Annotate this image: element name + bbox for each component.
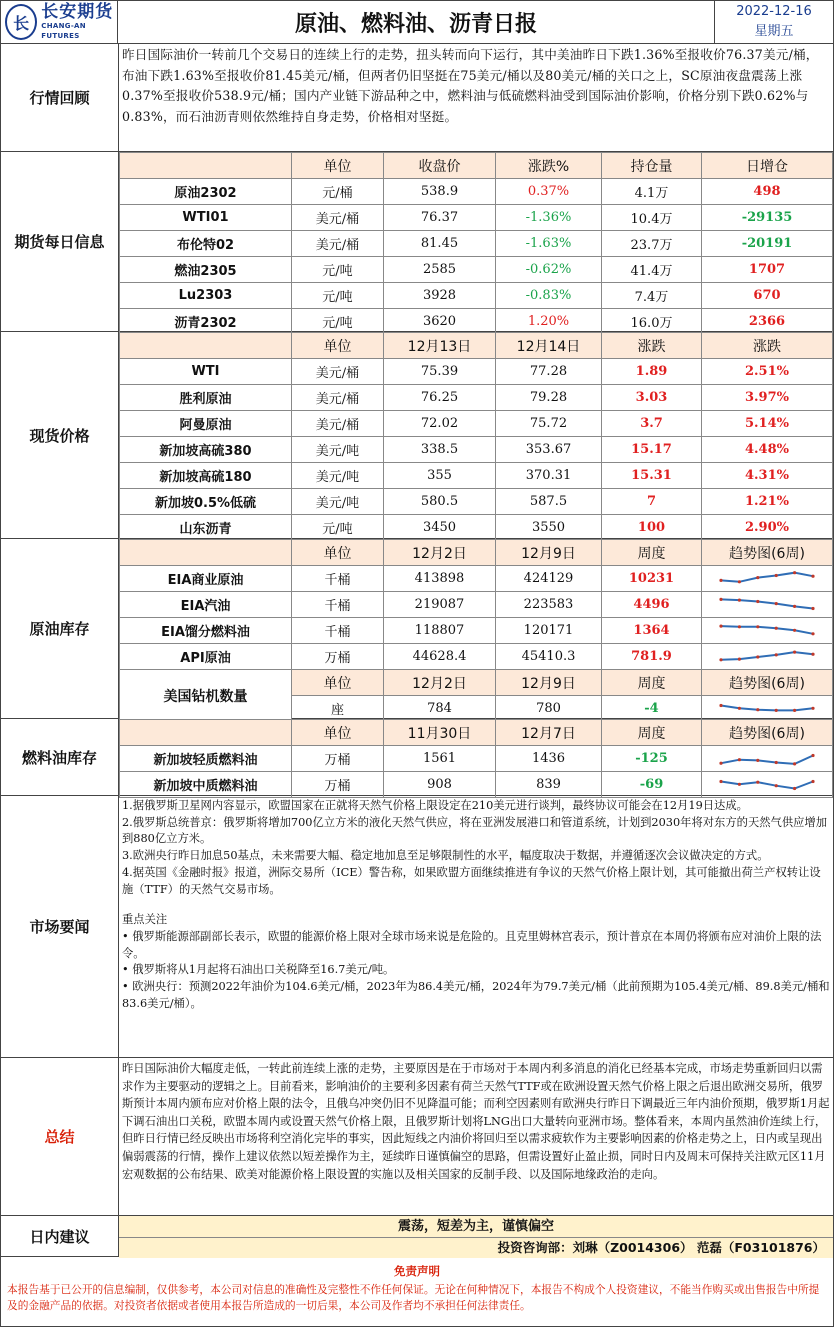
section-crude-inventory bbox=[1, 539, 833, 719]
table-header-row bbox=[120, 333, 833, 359]
trend-point bbox=[738, 598, 741, 601]
value-cell: 118807 bbox=[384, 618, 496, 644]
oi-change-cell: -29135 bbox=[702, 205, 833, 231]
row-name: 新加坡高硫380 bbox=[120, 437, 292, 463]
trend-sparkline bbox=[702, 566, 833, 592]
open-interest-cell: 10.4万 bbox=[602, 205, 702, 231]
row-name: WTI01 bbox=[120, 205, 292, 231]
header-cell: 单位 bbox=[292, 670, 384, 696]
table-row bbox=[120, 231, 833, 257]
close-cell: 3620 bbox=[384, 309, 496, 335]
section-label-review: 行情回顾 bbox=[1, 44, 119, 151]
header-cell: 趋势图(6周) bbox=[702, 720, 833, 746]
value-cell: 219087 bbox=[384, 592, 496, 618]
row-name: 新加坡高硫180 bbox=[120, 463, 292, 489]
focus-item: • 俄罗斯将从1月起将石油出口关税降至16.7美元/吨。 bbox=[122, 963, 395, 977]
header-cell: 周度 bbox=[602, 670, 702, 696]
report-title: 原油、燃料油、沥青日报 bbox=[118, 1, 715, 43]
header-cell: 涨跌 bbox=[702, 333, 833, 359]
oi-change-cell: 2366 bbox=[702, 309, 833, 335]
trend-point bbox=[756, 576, 759, 579]
logo-cn: 长安期货 bbox=[41, 2, 114, 22]
trend-point bbox=[756, 708, 759, 711]
section-label-crude-inventory: 原油库存 bbox=[1, 539, 119, 718]
trend-point bbox=[811, 632, 814, 635]
table-header-row bbox=[120, 720, 833, 746]
trend-point bbox=[793, 628, 796, 631]
trend-point bbox=[738, 580, 741, 583]
header-cell: 单位 bbox=[292, 720, 384, 746]
trend-chart bbox=[717, 596, 817, 614]
weekly-change-cell: 1364 bbox=[602, 618, 702, 644]
unit-cell: 千桶 bbox=[292, 618, 384, 644]
table-row bbox=[120, 257, 833, 283]
header-cell: 涨跌 bbox=[602, 333, 702, 359]
rig-header-row bbox=[120, 670, 833, 696]
header-cell: 趋势图(6周) bbox=[702, 670, 833, 696]
price-cell: 338.5 bbox=[384, 437, 496, 463]
trend-point bbox=[756, 625, 759, 628]
value-cell: 413898 bbox=[384, 566, 496, 592]
oi-change-cell: 1707 bbox=[702, 257, 833, 283]
trend-point bbox=[775, 573, 778, 576]
trend-point bbox=[775, 653, 778, 656]
trend-line bbox=[721, 599, 813, 608]
table-row bbox=[120, 205, 833, 231]
weekly-change-cell: -4 bbox=[602, 696, 702, 722]
trend-point bbox=[775, 760, 778, 763]
unit-cell: 元/吨 bbox=[292, 257, 384, 283]
section-fuel-inventory bbox=[1, 719, 833, 796]
trend-point bbox=[793, 650, 796, 653]
trend-line bbox=[721, 572, 813, 581]
unit-cell: 元/吨 bbox=[292, 309, 384, 335]
header-cell bbox=[120, 720, 292, 746]
unit-cell: 元/桶 bbox=[292, 179, 384, 205]
close-cell: 76.37 bbox=[384, 205, 496, 231]
section-news bbox=[1, 796, 833, 1058]
change-cell: -1.36% bbox=[496, 205, 602, 231]
change-cell: -1.63% bbox=[496, 231, 602, 257]
header-cell: 周度 bbox=[602, 540, 702, 566]
table-row bbox=[120, 309, 833, 335]
unit-cell: 千桶 bbox=[292, 592, 384, 618]
price-cell: 580.5 bbox=[384, 489, 496, 515]
row-name: 山东沥青 bbox=[120, 515, 292, 541]
rig-name: 美国钻机数量 bbox=[120, 670, 292, 722]
review-text: 昨日国际油价一转前几个交易日的连续上行的走势，扭头转而向下运行，其中美油昨日下跌1.36%至报收价76.37美元/桶，布油下跌1.63%至报收价81.45美元/桶，但两者仍旧坚挺在75美元/桶以及80美元/桶的关口之上，SC原油夜盘震荡上涨0.37%至报收价538.9元/桶；国内产业链下游品种之中，燃料油与低硫燃料油受到国际油价影响，价格分别下跌0.62%与0.83%，而石油沥青则依然维持自身走势，价格相对坚挺。 bbox=[122, 47, 819, 124]
unit-cell: 美元/吨 bbox=[292, 489, 384, 515]
value-cell: 120171 bbox=[496, 618, 602, 644]
section-label-news: 市场要闻 bbox=[1, 796, 119, 1057]
table-row bbox=[120, 359, 833, 385]
row-name: EIA汽油 bbox=[120, 592, 292, 618]
header-cell: 持仓量 bbox=[602, 153, 702, 179]
row-name: 原油2302 bbox=[120, 179, 292, 205]
header-cell bbox=[120, 153, 292, 179]
weekly-change-cell: 10231 bbox=[602, 566, 702, 592]
news-item: 3.欧洲央行昨日加息50基点，未来需要大幅、稳定地加息至足够限制性的水平，幅度取决于数据，并遵循逐次会议做决定的方式。 bbox=[122, 849, 769, 863]
pct-change-cell: 5.14% bbox=[702, 411, 833, 437]
change-cell: 0.37% bbox=[496, 179, 602, 205]
pct-change-cell: 2.90% bbox=[702, 515, 833, 541]
trend-point bbox=[775, 602, 778, 605]
header-cell: 12月7日 bbox=[496, 720, 602, 746]
logo-en: CHANG-AN FUTURES bbox=[41, 22, 86, 40]
section-label-advice: 日内建议 bbox=[1, 1216, 119, 1256]
section-label-fuel-inventory: 燃料油库存 bbox=[1, 719, 119, 795]
logo-mark: 长 bbox=[5, 4, 37, 40]
row-name: 胜利原油 bbox=[120, 385, 292, 411]
trend-line bbox=[721, 626, 813, 634]
header-cell: 单位 bbox=[292, 333, 384, 359]
unit-cell: 美元/桶 bbox=[292, 411, 384, 437]
open-interest-cell: 7.4万 bbox=[602, 283, 702, 309]
header-cell bbox=[120, 540, 292, 566]
header-cell: 周度 bbox=[602, 720, 702, 746]
table-row bbox=[120, 411, 833, 437]
close-cell: 2585 bbox=[384, 257, 496, 283]
unit-cell: 美元/桶 bbox=[292, 205, 384, 231]
trend-point bbox=[738, 758, 741, 761]
weekly-change-cell: -125 bbox=[602, 746, 702, 772]
disclaimer-title: 免责声明 bbox=[394, 1264, 440, 1278]
table-row bbox=[120, 489, 833, 515]
report-date: 2022-12-16 bbox=[736, 4, 812, 19]
value-cell: 45410.3 bbox=[496, 644, 602, 670]
trend-sparkline bbox=[702, 772, 833, 798]
unit-cell: 万桶 bbox=[292, 746, 384, 772]
trend-sparkline bbox=[702, 592, 833, 618]
row-name: 沥青2302 bbox=[120, 309, 292, 335]
section-label-summary: 总结 bbox=[1, 1058, 119, 1215]
company-logo bbox=[1, 1, 118, 43]
unit-cell: 美元/吨 bbox=[292, 437, 384, 463]
open-interest-cell: 4.1万 bbox=[602, 179, 702, 205]
header-cell: 12月13日 bbox=[384, 333, 496, 359]
trend-line bbox=[721, 652, 813, 660]
header-cell: 12月9日 bbox=[496, 670, 602, 696]
report-header bbox=[1, 1, 833, 44]
trend-point bbox=[793, 708, 796, 711]
value-cell: 780 bbox=[496, 696, 602, 722]
row-name: 阿曼原油 bbox=[120, 411, 292, 437]
trend-point bbox=[811, 779, 814, 782]
header-cell: 12月2日 bbox=[384, 670, 496, 696]
header-cell: 12月14日 bbox=[496, 333, 602, 359]
trend-point bbox=[756, 780, 759, 783]
header-cell: 单位 bbox=[292, 153, 384, 179]
trend-line bbox=[721, 755, 813, 763]
value-cell: 223583 bbox=[496, 592, 602, 618]
table-row bbox=[120, 644, 833, 670]
price-cell: 370.31 bbox=[496, 463, 602, 489]
value-cell: 1561 bbox=[384, 746, 496, 772]
table-row bbox=[120, 179, 833, 205]
table-row bbox=[120, 515, 833, 541]
trend-point bbox=[719, 624, 722, 627]
disclaimer bbox=[1, 1257, 833, 1314]
price-cell: 3450 bbox=[384, 515, 496, 541]
unit-cell: 美元/桶 bbox=[292, 359, 384, 385]
price-cell: 72.02 bbox=[384, 411, 496, 437]
section-summary bbox=[1, 1058, 833, 1216]
report-weekday: 星期五 bbox=[754, 24, 794, 39]
value-cell: 44628.4 bbox=[384, 644, 496, 670]
trend-point bbox=[719, 578, 722, 581]
close-cell: 538.9 bbox=[384, 179, 496, 205]
unit-cell: 万桶 bbox=[292, 644, 384, 670]
trend-point bbox=[756, 758, 759, 761]
price-cell: 355 bbox=[384, 463, 496, 489]
trend-point bbox=[738, 625, 741, 628]
trend-chart bbox=[717, 776, 817, 794]
price-cell: 353.67 bbox=[496, 437, 602, 463]
trend-sparkline bbox=[702, 696, 833, 722]
value-cell: 1436 bbox=[496, 746, 602, 772]
price-cell: 3550 bbox=[496, 515, 602, 541]
unit-cell: 座 bbox=[292, 696, 384, 722]
table-row bbox=[120, 437, 833, 463]
pct-change-cell: 3.97% bbox=[702, 385, 833, 411]
section-advice bbox=[1, 1216, 833, 1257]
trend-point bbox=[738, 706, 741, 709]
trend-point bbox=[775, 784, 778, 787]
close-cell: 81.45 bbox=[384, 231, 496, 257]
change-cell: 3.7 bbox=[602, 411, 702, 437]
unit-cell: 美元/桶 bbox=[292, 231, 384, 257]
news-item: 1.据俄罗斯卫星网内容显示，欧盟国家在正就将天然气价格上限设定在210美元进行谈判，最终协议可能会在12月19日达成。 bbox=[122, 799, 748, 812]
header-cell: 趋势图(6周) bbox=[702, 540, 833, 566]
trend-point bbox=[775, 626, 778, 629]
header-cell: 单位 bbox=[292, 540, 384, 566]
trend-point bbox=[738, 657, 741, 660]
news-item: 4.据英国《金融时报》报道，洲际交易所（ICE）警告称，如果欧盟方面继续推进有争议的天然气价格上限计划，其可能撤出荷兰产权转让设施（TTF）的天然气交易市场。 bbox=[122, 865, 821, 896]
report-date-box bbox=[715, 1, 833, 43]
row-name: 新加坡轻质燃料油 bbox=[120, 746, 292, 772]
unit-cell: 千桶 bbox=[292, 566, 384, 592]
header-cell: 12月9日 bbox=[496, 540, 602, 566]
table-row bbox=[120, 618, 833, 644]
unit-cell: 美元/吨 bbox=[292, 463, 384, 489]
section-spot bbox=[1, 332, 833, 539]
change-cell: 3.03 bbox=[602, 385, 702, 411]
focus-item: • 欧洲央行：预测2022年油价为104.6美元/桶，2023年为86.4美元/桶，2024年为79.7美元/桶（此前预期为105.4美元/桶、89.8美元/桶和83.6美元/桶）。 bbox=[122, 980, 830, 1010]
unit-cell: 万桶 bbox=[292, 772, 384, 798]
header-cell bbox=[120, 333, 292, 359]
trend-point bbox=[719, 658, 722, 661]
price-cell: 75.72 bbox=[496, 411, 602, 437]
trend-point bbox=[793, 571, 796, 574]
trend-point bbox=[793, 786, 796, 789]
header-cell: 涨跌% bbox=[496, 153, 602, 179]
trend-point bbox=[719, 703, 722, 706]
table-header-row bbox=[120, 540, 833, 566]
news-body bbox=[119, 796, 833, 1057]
table-header-row bbox=[120, 153, 833, 179]
table-row bbox=[120, 746, 833, 772]
value-cell: 908 bbox=[384, 772, 496, 798]
change-cell: 15.17 bbox=[602, 437, 702, 463]
table-row bbox=[120, 385, 833, 411]
table-row bbox=[120, 283, 833, 309]
trend-point bbox=[811, 706, 814, 709]
change-cell: 1.20% bbox=[496, 309, 602, 335]
pct-change-cell: 4.31% bbox=[702, 463, 833, 489]
trend-line bbox=[721, 705, 813, 710]
value-cell: 839 bbox=[496, 772, 602, 798]
row-name: EIA馏分燃料油 bbox=[120, 618, 292, 644]
unit-cell: 美元/桶 bbox=[292, 385, 384, 411]
row-name: Lu2303 bbox=[120, 283, 292, 309]
value-cell: 424129 bbox=[496, 566, 602, 592]
focus-item: • 俄罗斯能源部副部长表示，欧盟的能源价格上限对全球市场来说是危险的。且克里姆林宫表示，预计普京在本周仍将颁布应对油价上限的法令。 bbox=[122, 929, 822, 960]
row-name: WTI bbox=[120, 359, 292, 385]
open-interest-cell: 23.7万 bbox=[602, 231, 702, 257]
header-cell: 11月30日 bbox=[384, 720, 496, 746]
trend-point bbox=[793, 604, 796, 607]
change-cell: 100 bbox=[602, 515, 702, 541]
row-name: 新加坡中质燃料油 bbox=[120, 772, 292, 798]
trend-point bbox=[719, 597, 722, 600]
summary-text: 昨日国际油价大幅度走低，一转此前连续上涨的走势，主要原因是在于市场对于本周内利多消息的消化已经基本完成，市场走势重新回归以需求作为主要驱动的逻辑之上。目前看来，影响油价的主要利多因素有荷兰天然气TTF或在欧洲设置天然气价格上限之后退出欧洲交易所，俄罗斯预计本周内颁布应对价格上限的法令，且俄乌冲突仍旧不见降温可能；而利空因素则有欧洲央行昨日下调最近三年内油价预期，俄罗斯1月起下调石油出口关税，欧盟本周内或设置天然气价格上限，且俄罗斯计划将LNG出口大量转向亚洲市场。整体看来，本周内虽然油价连续上行，但昨日行情已经反映出市场将利空消化完毕的事实，因此短线之内油价将回归至以需求疲软作为主要影响因素的价格走势之上，日内或呈现出偏弱震荡的行情，操作上建议依然以短差操作为主，延续昨日谨慎偏空的思路，但需设置好止盈止损，同时日内及周末可保持关注欧元区11月宏观数据的公布结果、欧美对能源价格上限设置的实施以及相关国家的反制手段、以及国际地缘政治的走向。 bbox=[122, 1062, 830, 1181]
open-interest-cell: 16.0万 bbox=[602, 309, 702, 335]
disclaimer-text: 本报告基于已公开的信息编制，仅供参考，本公司对信息的准确性及完整性不作任何保证。无论在何种情况下，本报告不构成个人投资建议，不能当作购买或出售报告中所提及的金融产品的依据。对投资者依据或者使用本报告所造成的一切后果，本公司及作者均不承担任何法律责任。 bbox=[7, 1283, 820, 1312]
row-name: 新加坡0.5%低硫 bbox=[120, 489, 292, 515]
table-row bbox=[120, 592, 833, 618]
trend-chart bbox=[717, 700, 817, 718]
change-cell: 15.31 bbox=[602, 463, 702, 489]
trend-point bbox=[719, 761, 722, 764]
price-cell: 79.28 bbox=[496, 385, 602, 411]
change-cell: -0.83% bbox=[496, 283, 602, 309]
table-row bbox=[120, 463, 833, 489]
unit-cell: 元/吨 bbox=[292, 283, 384, 309]
focus-title: 重点关注 bbox=[122, 913, 168, 927]
weekly-change-cell: 4496 bbox=[602, 592, 702, 618]
oi-change-cell: 498 bbox=[702, 179, 833, 205]
header-cell: 12月2日 bbox=[384, 540, 496, 566]
trend-point bbox=[793, 762, 796, 765]
trend-point bbox=[738, 782, 741, 785]
trend-point bbox=[775, 708, 778, 711]
trend-chart bbox=[717, 570, 817, 588]
futures-table bbox=[119, 152, 833, 335]
table-row bbox=[120, 772, 833, 798]
section-label-spot: 现货价格 bbox=[1, 332, 119, 538]
header-cell: 日增仓 bbox=[702, 153, 833, 179]
row-name: 布伦特02 bbox=[120, 231, 292, 257]
trend-chart bbox=[717, 622, 817, 640]
section-label-futures: 期货每日信息 bbox=[1, 152, 119, 331]
weekly-change-cell: 781.9 bbox=[602, 644, 702, 670]
close-cell: 3928 bbox=[384, 283, 496, 309]
open-interest-cell: 41.4万 bbox=[602, 257, 702, 283]
trend-sparkline bbox=[702, 746, 833, 772]
trend-point bbox=[811, 606, 814, 609]
advice-line: 震荡，短差为主，谨慎偏空 bbox=[119, 1216, 833, 1238]
trend-sparkline bbox=[702, 644, 833, 670]
header-cell: 收盘价 bbox=[384, 153, 496, 179]
trend-point bbox=[756, 599, 759, 602]
trend-chart bbox=[717, 750, 817, 768]
pct-change-cell: 2.51% bbox=[702, 359, 833, 385]
news-item: 2.俄罗斯总统普京：俄罗斯将增加700亿立方米的液化天然气供应，将在亚洲发展港口和管道系统，计划到2030年将对东方的天然气供应增加到880亿立方米。 bbox=[122, 815, 828, 846]
advice-authors: 投资咨询部：刘琳（Z0014306） 范磊（F03101876） bbox=[119, 1238, 833, 1258]
price-cell: 77.28 bbox=[496, 359, 602, 385]
change-cell: 7 bbox=[602, 489, 702, 515]
section-review bbox=[1, 44, 833, 152]
oi-change-cell: -20191 bbox=[702, 231, 833, 257]
price-cell: 75.39 bbox=[384, 359, 496, 385]
price-cell: 587.5 bbox=[496, 489, 602, 515]
value-cell: 784 bbox=[384, 696, 496, 722]
spot-table bbox=[119, 332, 833, 541]
trend-line bbox=[721, 781, 813, 788]
row-name: EIA商业原油 bbox=[120, 566, 292, 592]
unit-cell: 元/吨 bbox=[292, 515, 384, 541]
trend-sparkline bbox=[702, 618, 833, 644]
row-name: 燃油2305 bbox=[120, 257, 292, 283]
row-name: API原油 bbox=[120, 644, 292, 670]
table-row bbox=[120, 566, 833, 592]
trend-point bbox=[811, 753, 814, 756]
crude-inventory-table bbox=[119, 539, 833, 722]
weekly-change-cell: -69 bbox=[602, 772, 702, 798]
section-futures bbox=[1, 152, 833, 332]
trend-chart bbox=[717, 648, 817, 666]
price-cell: 76.25 bbox=[384, 385, 496, 411]
trend-point bbox=[756, 655, 759, 658]
trend-point bbox=[811, 574, 814, 577]
pct-change-cell: 4.48% bbox=[702, 437, 833, 463]
trend-point bbox=[719, 779, 722, 782]
change-cell: 1.89 bbox=[602, 359, 702, 385]
logo-text bbox=[41, 3, 117, 41]
trend-point bbox=[811, 652, 814, 655]
change-cell: -0.62% bbox=[496, 257, 602, 283]
fuel-inventory-table bbox=[119, 719, 833, 798]
oi-change-cell: 670 bbox=[702, 283, 833, 309]
pct-change-cell: 1.21% bbox=[702, 489, 833, 515]
